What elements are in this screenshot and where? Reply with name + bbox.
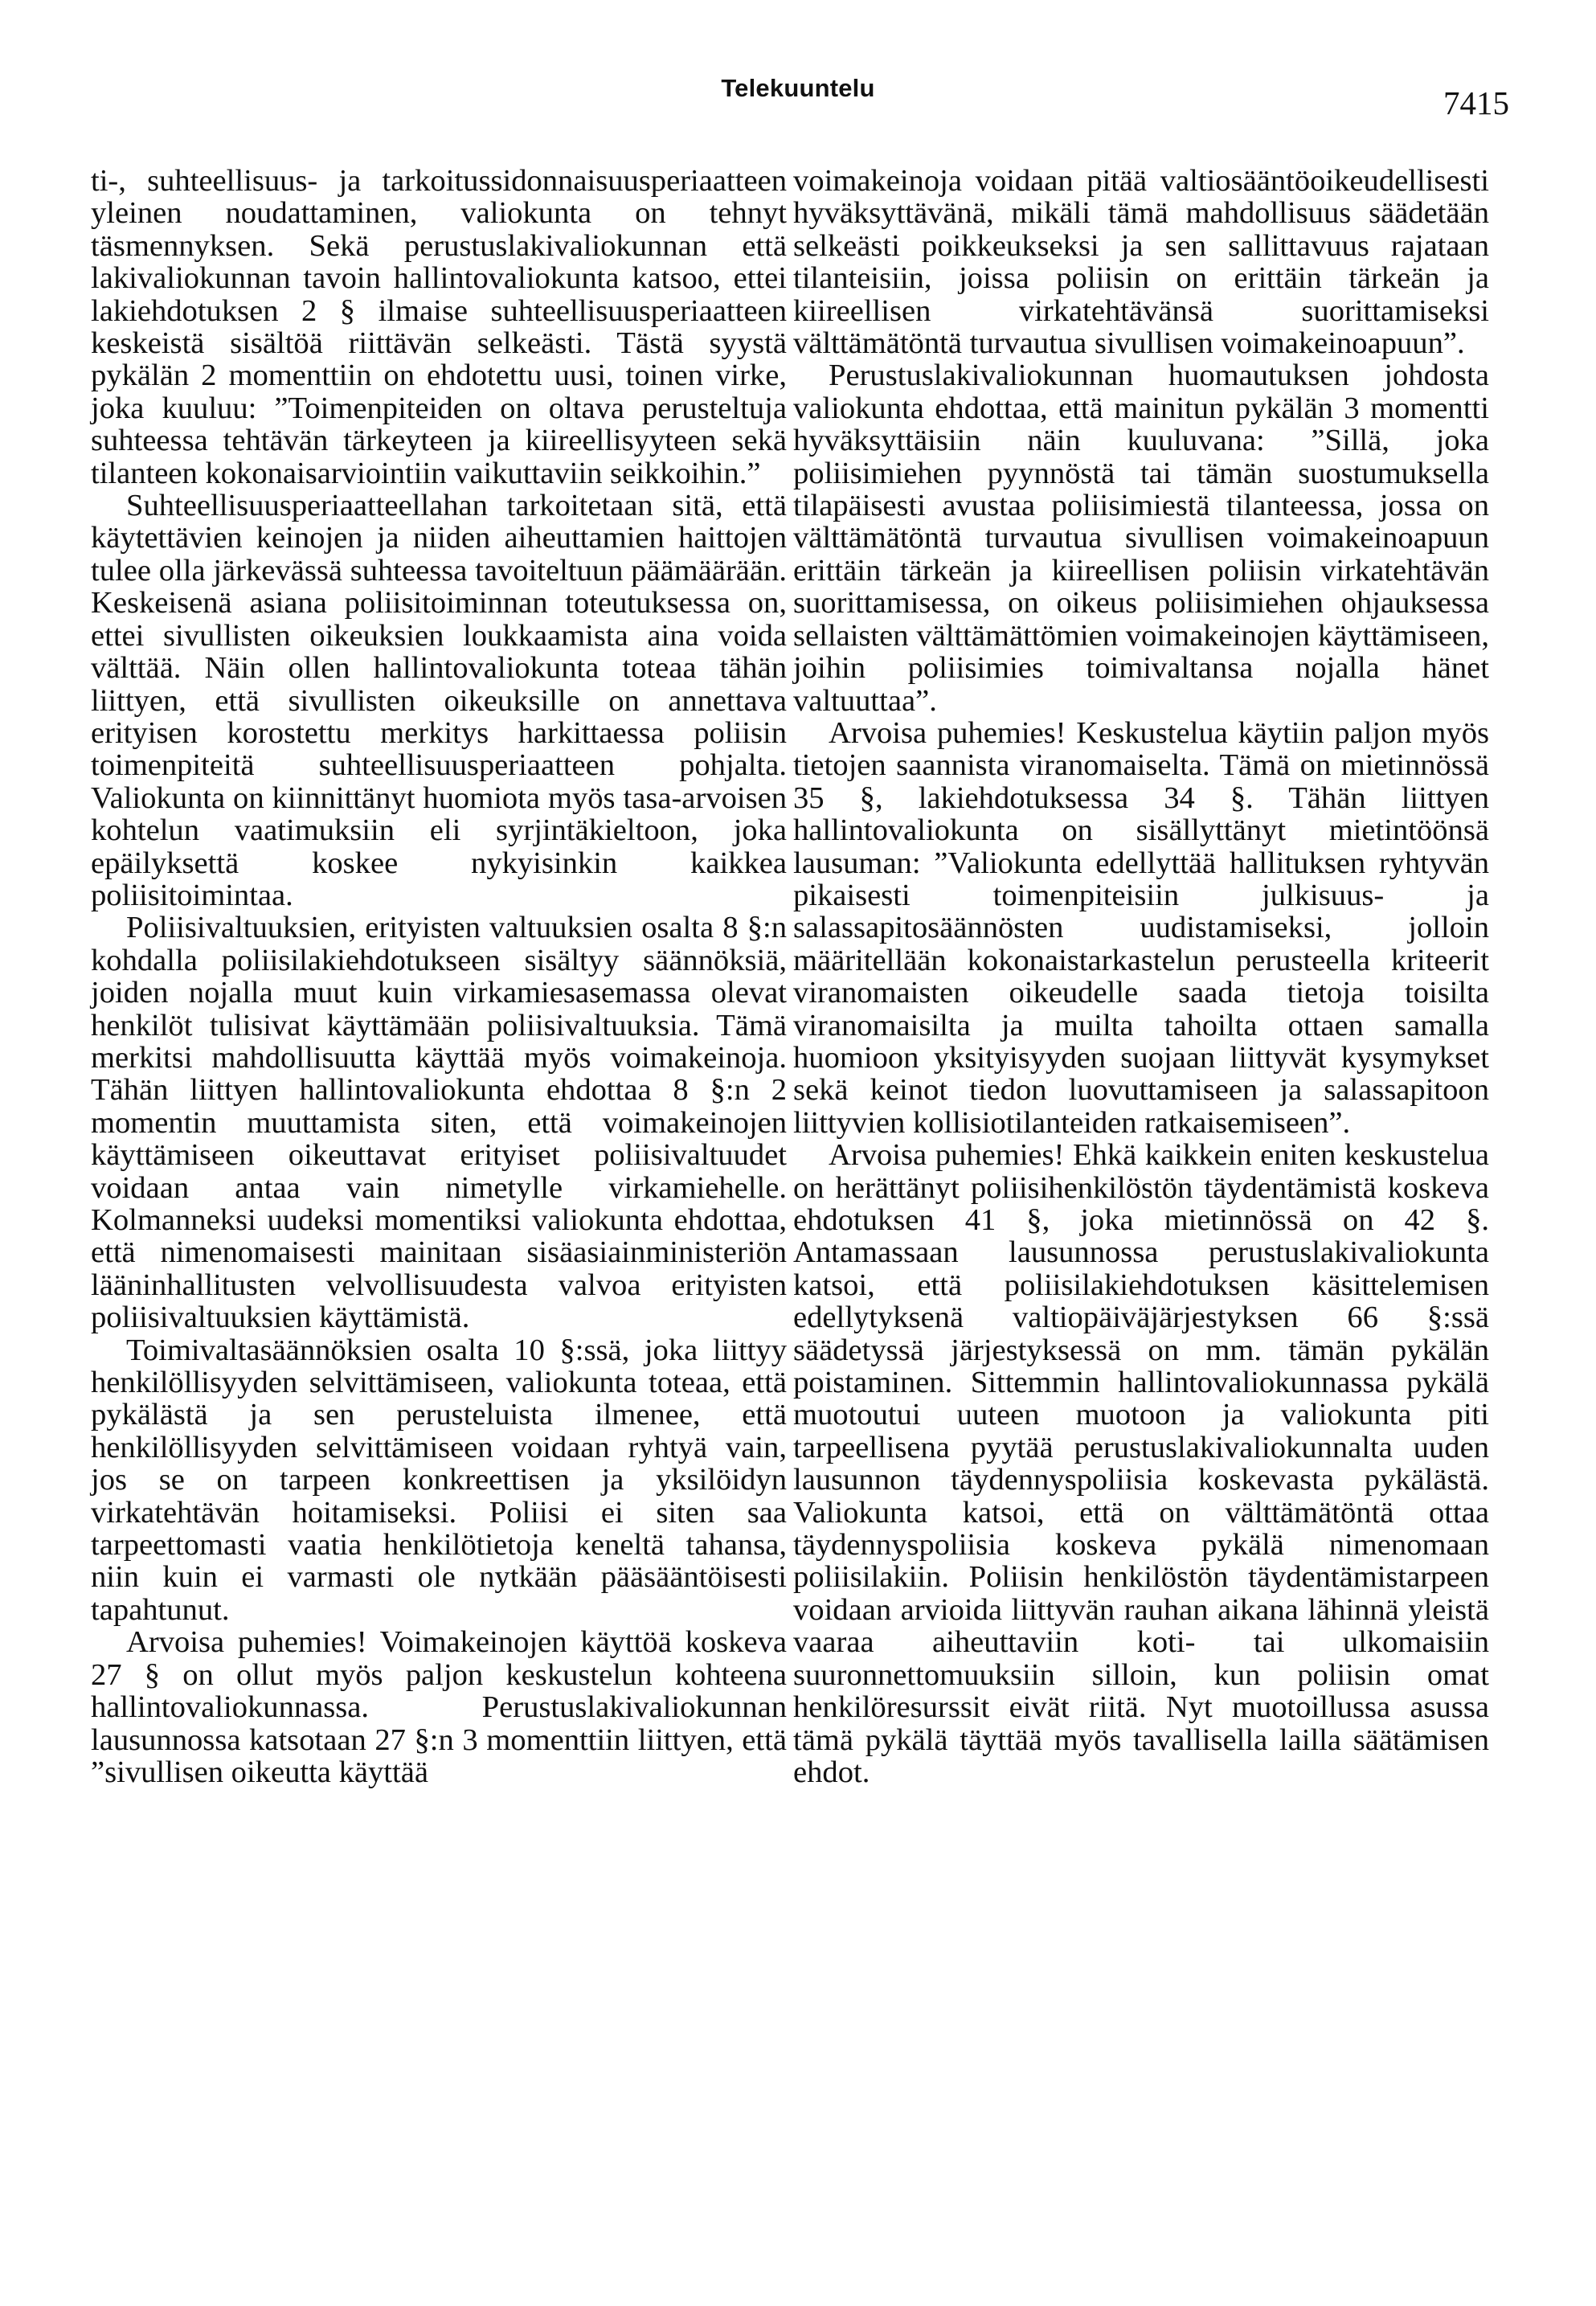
left-column [91, 165, 787, 1788]
right-column [793, 165, 1489, 1788]
paragraph: Arvoisa puhemies! Ehkä kaikkein eniten keskustelua on herättänyt poliisihenkilöstön täydentämistä koskeva ehdotuksen 41 §, joka mietinnössä on 42 §. Antamassaan lausunnossa perustuslakivaliokunta katsoi, että poliisilakiehdotuksen käsittelemisen edellytyksenä valtiopäiväjärjestyksen 66 §:ssä säädetyssä järjestyksessä on mm. tämän pykälän poistaminen. Sittemmin hallintovaliokunnassa pykälä muotoutui uuteen muotoon ja valiokunta piti tarpeellisena pyytää perustuslakivaliokunnalta uuden lausunnon täydennyspoliisia koskevasta pykälästä. Valiokunta katsoi, että on välttämätöntä ottaa täydennyspoliisia koskeva pykälä nimenomaan poliisilakiin. Poliisin henkilöstön täydentämistarpeen voidaan arvioida liittyvän rauhan aikana lähinnä yleistä vaaraa aiheuttaviin koti- tai ulkomaisiin suuronnettomuuksiin silloin, kun poliisin omat henkilöresurssit eivät riitä. Nyt muotoillussa asussa tämä pykälä täyttää myös tavallisella lailla säätämisen ehdot. [793, 1138, 1489, 1789]
paragraph: Arvoisa puhemies! Keskustelua käytiin paljon myös tietojen saannista viranomaiselta. Tämä on mietinnössä 35 §, lakiehdotuksessa 34 §. Tähän liittyen hallintovaliokunta on sisällyttänyt mietintöönsä lausuman: ”Valiokunta edellyttää hallituksen ryhtyvän pikaisesti toimenpiteisiin julkisuus- ja salassapitosäännösten uudistamiseksi, jolloin määritellään kokonaistarkastelun perusteella kriteerit viranomaisten oikeudelle saada tietoja toisilta viranomaisilta ja muilta tahoilta ottaen samalla huomioon yksityisyyden suojaan liittyvät kysymykset sekä keinot tiedon luovuttamiseen ja salassapitoon liittyvien kollisiotilanteiden ratkaisemiseen”. [793, 715, 1489, 1140]
paragraph: Suhteellisuusperiaatteellahan tarkoitetaan sitä, että käytettävien keinojen ja niiden aiheuttamien haittojen tulee olla järkevässä suhteessa tavoiteltuun päämäärään. Keskeisenä asiana poliisitoiminnan toteutuksessa on, ettei sivullisten oikeuksien loukkaamista aina voida välttää. Näin ollen hallintovaliokunta toteaa tähän liittyen, että sivullisten oikeuksille on annettava erityisen korostettu merkitys harkittaessa poliisin toimenpiteitä suhteellisuusperiaatteen pohjalta. Valiokunta on kiinnittänyt huomiota myös tasa-arvoisen kohtelun vaatimuksiin eli syrjintäkieltoon, joka epäilyksettä koskee nykyisinkin kaikkea poliisitoimintaa. [91, 489, 787, 912]
page-number: 7415 [1443, 84, 1509, 121]
paragraph: Toimivaltasäännöksien osalta 10 §:ssä, joka liittyy henkilöllisyyden selvittämiseen, valiokunta toteaa, että pykälästä ja sen perusteluista ilmenee, että henkilöllisyyden selvittämiseen voidaan ryhtyä vain, jos se on tarpeen konkreettisen ja yksilöidyn virkatehtävän hoitamiseksi. Poliisi ei siten saa tarpeettomasti vaatia henkilötietoja keneltä tahansa, niin kuin ei varmasti ole nytkään pääsääntöisesti tapahtunut. [91, 1333, 787, 1627]
paragraph: Arvoisa puhemies! Voimakeinojen käyttöä koskeva 27 § on ollut myös paljon keskustelun kohteena hallintovaliokunnassa. Perustuslakivaliokunnan lausunnossa katsotaan 27 §:n 3 momenttiin liittyen, että ”sivullisen oikeutta käyttää [91, 1625, 787, 1789]
running-title: Telekuuntelu [721, 74, 875, 102]
paragraph: Perustuslakivaliokunnan huomautuksen johdosta valiokunta ehdottaa, että mainitun pykälän 3 momentti hyväksyttäisiin näin kuuluvana: ”Sillä, joka poliisimiehen pyynnöstä tai tämän suostumuksella tilapäisesti avustaa poliisimiestä tilanteessa, jossa on välttämätöntä turvautua sivullisen voimakeinoapuun erittäin tärkeän ja kiireellisen poliisin virkatehtävän suorittamisessa, on oikeus poliisimiehen ohjauksessa sellaisten välttämättömien voimakeinojen käyttämiseen, joihin poliisimies toimivaltansa nojalla hänet valtuuttaa”. [793, 358, 1489, 718]
paragraph: Poliisivaltuuksien, erityisten valtuuksien osalta 8 §:n kohdalla poliisilakiehdotukseen sisältyy säännöksiä, joiden nojalla muut kuin virkamiesasemassa olevat henkilöt tulisivat käyttämään poliisivaltuuksia. Tämä merkitsi mahdollisuutta käyttää myös voimakeinoja. Tähän liittyen hallintovaliokunta ehdottaa 8 §:n 2 momentin muuttamista siten, että voimakeinojen käyttämiseen oikeuttavat erityiset poliisivaltuudet voidaan antaa vain nimetylle virkamiehelle. Kolmanneksi uudeksi momentiksi valiokunta ehdottaa, että nimenomaisesti mainitaan sisäasiainministeriön lääninhallitusten velvollisuudesta valvoa erityisten poliisivaltuuksien käyttämistä. [91, 911, 787, 1335]
paragraph: voimakeinoja voidaan pitää valtiosääntöoikeudellisesti hyväksyttävänä, mikäli tämä mahdollisuus säädetään selkeästi poikkeukseksi ja sen sallittavuus rajataan tilanteisiin, joissa poliisin on erittäin tärkeän ja kiireellisen virkatehtävänsä suorittamiseksi välttämätöntä turvautua sivullisen voimakeinoapuun”. [793, 164, 1489, 361]
paragraph: ti-, suhteellisuus- ja tarkoitussidonnaisuusperiaatteen yleinen noudattaminen, valiokunta on tehnyt täsmennyksen. Sekä perustuslakivaliokunnan että lakivaliokunnan tavoin hallintovaliokunta katsoo, ettei lakiehdotuksen 2 § ilmaise suhteellisuusperiaatteen keskeistä sisältöä riittävän selkeästi. Tästä syystä pykälän 2 momenttiin on ehdotettu uusi, toinen virke, joka kuuluu: ”Toimenpiteiden on oltava perusteltuja suhteessa tehtävän tärkeyteen ja kiireellisyyteen sekä tilanteen kokonaisarviointiin vaikuttaviin seikkoihin.” [91, 164, 787, 490]
